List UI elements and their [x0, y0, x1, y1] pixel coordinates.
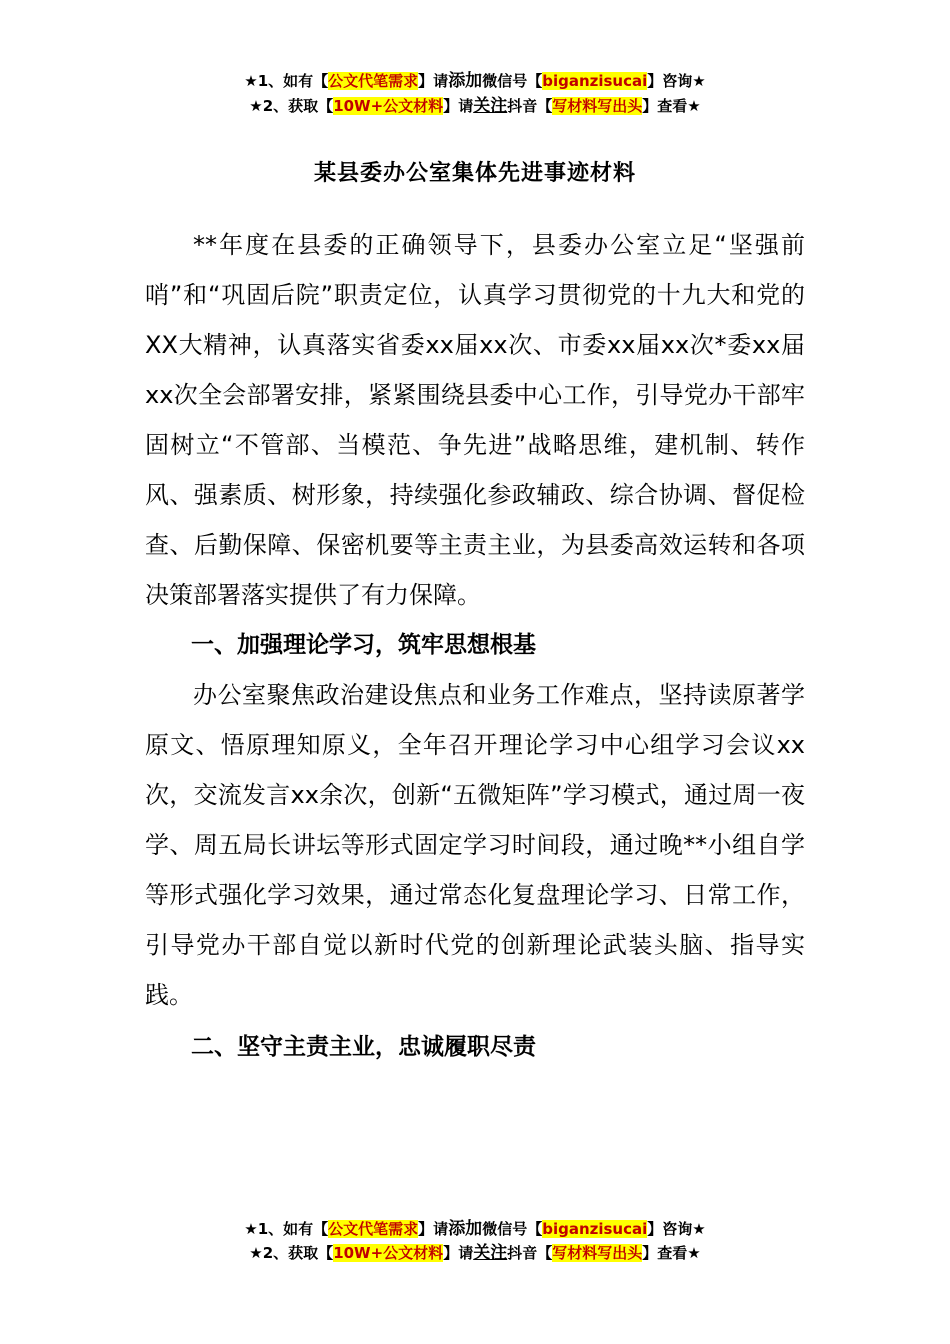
- promo-emphasis: 添加: [448, 71, 483, 91]
- promo-text: 微信号【: [482, 72, 543, 90]
- footer-promo-line-1: [0, 1218, 950, 1240]
- footer-promo-line-2: [0, 1242, 950, 1264]
- promo-text: 】咨询★: [647, 1220, 706, 1238]
- promo-text: 】查看★: [642, 97, 701, 115]
- promo-emphasis: 关注: [473, 1243, 508, 1263]
- promo-emphasis: 添加: [448, 1219, 483, 1239]
- promo-text: 抖音【: [507, 97, 553, 115]
- promo-highlight: 公文代笔需求: [328, 72, 419, 90]
- promo-text: 】查看★: [642, 1244, 701, 1262]
- promo-emphasis: 关注: [473, 96, 508, 116]
- intro-paragraph: **年度在县委的正确领导下，县委办公室立足“坚强前哨”和“巩固后院”职责定位，认真学习贯彻党的十九大和党的XX大精神，认真落实省委xx届xx次、市委xx届xx次*委xx届xx次全会部署安排，紧紧围绕县委中心工作，引导党办干部牢固树立“不管部、当模范、争先进”战略思维，建机制、转作风、强素质、树形象，持续强化参政辅政、综合协调、督促检查、后勤保障、保密机要等主责主业，为县委高效运转和各项决策部署落实提供了有力保障。: [145, 231, 805, 609]
- promo-text: ★2、获取【: [249, 97, 334, 115]
- document-body: [145, 220, 805, 1072]
- promo-highlight: 公文代笔需求: [328, 1220, 419, 1238]
- promo-text: ★1、如有【: [244, 1220, 329, 1238]
- section-1-heading: 一、加强理论学习，筑牢思想根基: [191, 632, 536, 658]
- promo-wechat-id: biganzisucai: [542, 1220, 648, 1238]
- promo-text: 】请: [418, 72, 449, 90]
- promo-text: ★1、如有【: [244, 72, 329, 90]
- promo-text: ★2、获取【: [249, 1244, 334, 1262]
- promo-wechat-id: biganzisucai: [542, 72, 648, 90]
- header-promo-line-2: [0, 95, 950, 117]
- promo-text: 抖音【: [507, 1244, 553, 1262]
- promo-douyin-id: 写材料写出头: [552, 97, 643, 115]
- section-1-paragraph: 办公室聚焦政治建设焦点和业务工作难点，坚持读原著学原文、悟原理知原义，全年召开理论学习中心组学习会议xx次，交流发言xx余次，创新“五微矩阵”学习模式，通过周一夜学、周五局长讲坛等形式固定学习时间段，通过晚**小组自学等形式强化学习效果，通过常态化复盘理论学习、日常工作，引导党办干部自觉以新时代党的创新理论武装头脑、指导实践。: [145, 681, 805, 1009]
- header-promo-line-1: [0, 70, 950, 92]
- promo-highlight: 10W+公文材料: [333, 1244, 444, 1262]
- promo-text: 】咨询★: [647, 72, 706, 90]
- promo-text: 微信号【: [482, 1220, 543, 1238]
- promo-douyin-id: 写材料写出头: [552, 1244, 643, 1262]
- document-title: 某县委办公室集体先进事迹材料: [313, 161, 636, 186]
- promo-text: 】请: [443, 1244, 474, 1262]
- promo-highlight: 10W+公文材料: [333, 97, 444, 115]
- promo-text: 】请: [443, 97, 474, 115]
- promo-text: 】请: [418, 1220, 449, 1238]
- section-2-heading: 二、坚守主责主业，忠诚履职尽责: [191, 1034, 536, 1060]
